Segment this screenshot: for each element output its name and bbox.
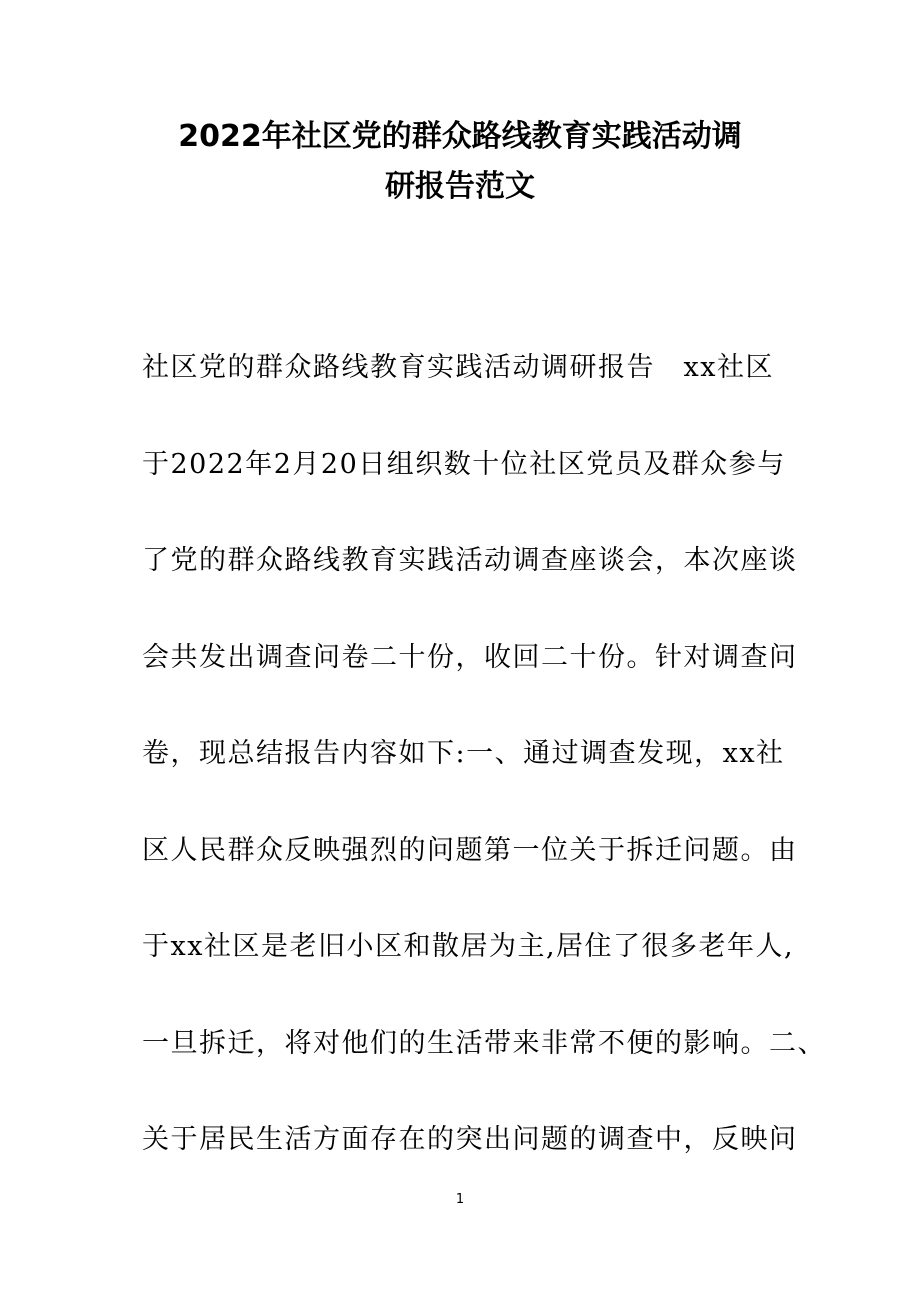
body-line-4: 会共发出调查问卷二十份，收回二十份。针对调查问	[142, 641, 798, 673]
body-line-9: 关于居民生活方面存在的突出问题的调查中，反映问	[142, 1124, 798, 1155]
body-line-8: 一旦拆迁，将对他们的生活带来非常不便的影响。二、	[142, 1027, 826, 1059]
body-line-5: 卷，现总结报告内容如下:一、通过调查发现，xx社	[142, 738, 785, 769]
body-paragraph	[142, 340, 826, 1209]
page-number: 1	[455, 1192, 465, 1207]
document-title	[0, 112, 920, 212]
title-line-2: 研报告范文	[385, 169, 535, 204]
body-line-3: 了党的群众路线教育实践活动调查座谈会，本次座谈	[142, 545, 798, 576]
title-line-1: 2022年社区党的群众路线教育实践活动调	[178, 119, 742, 154]
body-line-1: 社区党的群众路线教育实践活动调研报告 xx社区	[142, 352, 774, 383]
body-line-6: 区人民群众反映强烈的问题第一位关于拆迁问题。由	[142, 834, 798, 866]
body-line-2: 于2022年2月20日组织数十位社区党员及群众参与	[142, 448, 786, 480]
body-line-7: 于xx社区是老旧小区和散居为主,居住了很多老年人,	[142, 931, 795, 962]
